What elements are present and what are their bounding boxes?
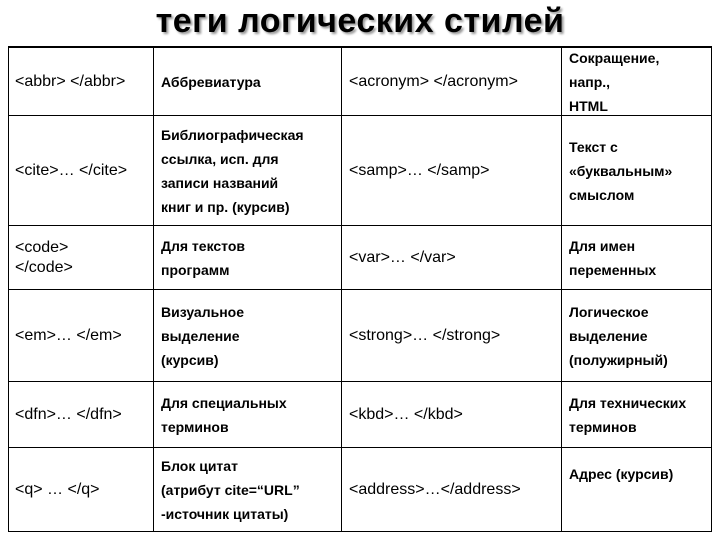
description-cell: Логическое выделение (полужирный)	[569, 304, 668, 368]
description-cell: Текст с «буквальным» смыслом	[569, 139, 673, 203]
tag-cell: <dfn>… </dfn>	[15, 406, 122, 423]
tag-cell: <strong>… </strong>	[349, 327, 501, 344]
description-cell: Для текстов программ	[161, 238, 246, 278]
tag-cell: <abbr> </abbr>	[15, 73, 126, 90]
tags-table	[8, 46, 712, 532]
table-row	[9, 381, 711, 448]
description-cell: Блок цитат (атрибут cite=“URL” -источник цитаты)	[161, 458, 300, 522]
tag-cell: <address>…</address>	[349, 481, 521, 498]
tag-cell: <var>… </var>	[349, 249, 456, 266]
description-cell: Адрес (курсив)	[569, 466, 674, 482]
tag-cell: <em>… </em>	[15, 327, 122, 344]
tag-cell: <samp>… </samp>	[349, 162, 490, 179]
tag-cell: <q> … </q>	[15, 481, 100, 498]
tag-cell: <cite>… </cite>	[15, 162, 128, 179]
table-row	[9, 447, 711, 532]
table-row	[9, 47, 711, 116]
table-row	[9, 289, 711, 382]
page-title: теги логических стилей	[155, 2, 565, 40]
tag-cell: <acronym> </acronym>	[349, 73, 518, 90]
table-row	[9, 115, 711, 226]
table-row	[9, 225, 711, 290]
description-cell: Аббревиатура	[161, 74, 261, 90]
description-cell: Сокращение, напр., HTML	[569, 50, 660, 114]
description-cell: Для технических терминов	[569, 395, 687, 435]
description-cell: Библиографическая ссылка, исп. для записи названий книг и пр. (курсив)	[161, 127, 304, 215]
description-cell: Для специальных терминов	[161, 395, 287, 435]
description-cell: Для имен переменных	[569, 238, 657, 278]
tag-cell: <code> </code>	[15, 239, 73, 276]
tag-cell: <kbd>… </kbd>	[349, 406, 463, 423]
description-cell: Визуальное выделение (курсив)	[161, 304, 245, 368]
